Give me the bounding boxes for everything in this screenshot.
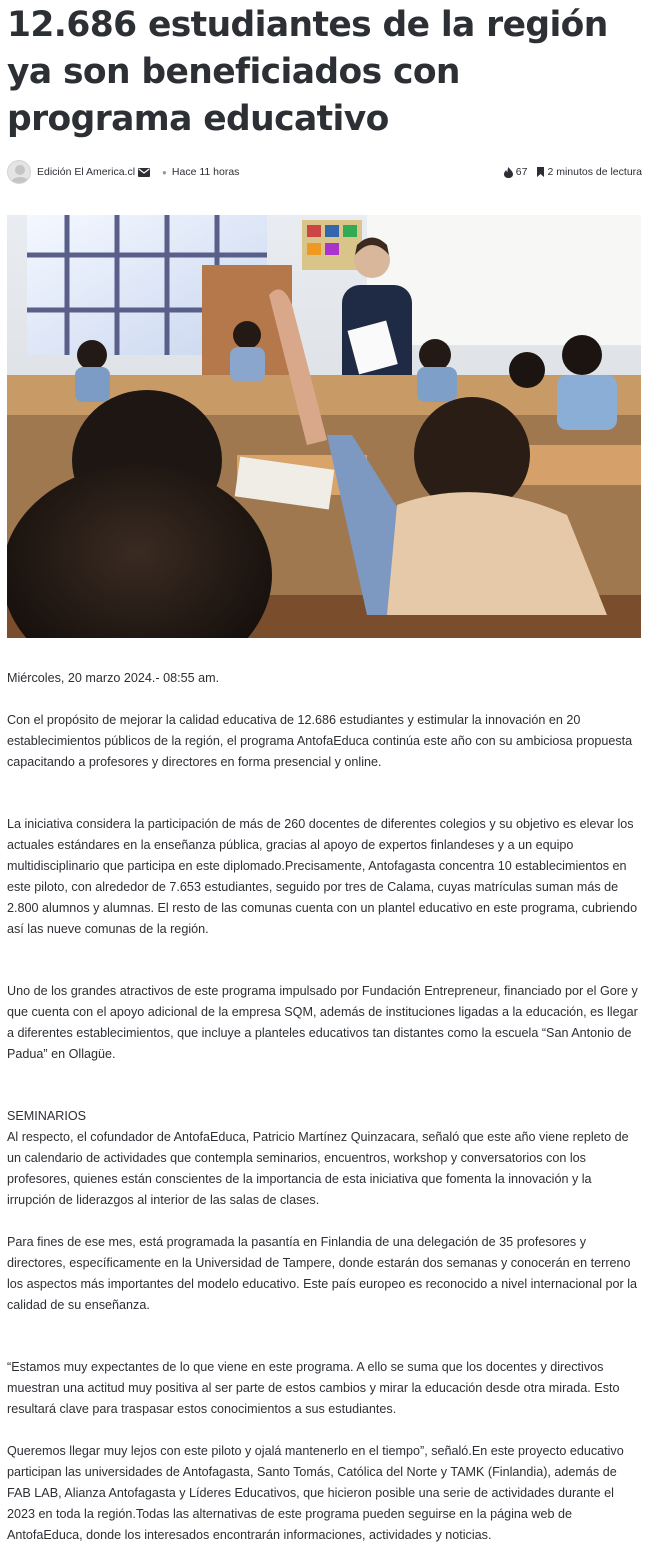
views-count: 67 bbox=[515, 166, 528, 178]
paragraph-3: Uno de los grandes atractivos de este programa impulsado por Fundación Entrepreneur, financiado por el Gore y que cuenta con el apoyo adicional de la empresa SQM, además de instituciones ligadas a la educación, es llegar a diferentes establecimientos, que incluye a planteles educativos tan distantes como la escuela “San Antonio de Padua” en Ollagüe. bbox=[7, 984, 638, 1061]
paragraph-7: Queremos llegar muy lejos con este piloto y ojalá mantenerlo en el tiempo”, señaló.En este proyecto educativo participan las universidades de Antofagasta, Santo Tomás, Católica del Norte y TAMK (Finlandia), además de FAB LAB, Alianza Antofagasta y Líderes Educativos, que hicieron posible una serie de actividades durante el 2023 en toda la región.Todas las alternativas de este programa pueden seguirse en la página web de AntofaEduca, donde los interesados encontrarán informaciones, actividades y noticias. bbox=[7, 1444, 624, 1542]
views-counter bbox=[504, 166, 528, 178]
meta-separator: ● bbox=[162, 167, 167, 177]
post-meta bbox=[7, 157, 642, 187]
author-name[interactable]: Edición El America.cl bbox=[37, 166, 136, 178]
paragraph-2: La iniciativa considera la participación de más de 260 docentes de diferentes colegios y su objetivo es elevar los actuales estándares en la enseñanza pública, gracias al apoyo de expertos finlandeses y a un equipo multidisciplinario que participa en este diplomado.Precisamente, Antofagasta concentra 10 establecimientos en este piloto, con alrededor de 7.653 estudiantes, seguido por tres de Calama, cuyas matrículas suman más de 2.800 alumnos y alumnas. El resto de las comunas cuenta con un plantel educativo en este programa, cubriendo así las nueve comunas de la región. bbox=[7, 817, 638, 936]
envelope-icon[interactable] bbox=[138, 168, 150, 177]
paragraph-4: Al respecto, el cofundador de AntofaEduca, Patricio Martínez Quinzacara, señaló que este año viene repleto de un calendario de actividades que contempla seminarios, encuentros, workshop y conversatorios con los profesores, quienes están conscientes de la importancia de esta iniciativa que fomenta la innovación y la irrupción de liderazgos al interior de las salas de clases. bbox=[7, 1130, 629, 1207]
reading-time bbox=[537, 166, 642, 178]
author-avatar[interactable] bbox=[7, 160, 31, 184]
paragraph-6: “Estamos muy expectantes de lo que viene en este programa. A ello se suma que los docentes y directivos muestran una actitud muy positiva al ser parte de estos cambios y mirar la educación desde otra mirada. Esto resultará clave para traspasar estos conocimientos a sus estudiantes. bbox=[7, 1360, 620, 1416]
article-title: 12.686 estudiantes de la región ya son beneficiados con programa educativo bbox=[7, 5, 608, 139]
paragraph-5: Para fines de ese mes, está programada la pasantía en Finlandia de una delegación de 35 profesores y directores, específicamente en la Universidad de Tampere, donde estarán dos semanas y conocerán en terreno los aspectos más importantes del modelo educativo. Este país europeo es reconocido a nivel internacional por la calidad de su enseñanza. bbox=[7, 1235, 638, 1312]
reading-time-label: 2 minutos de lectura bbox=[547, 166, 642, 178]
hero-image bbox=[7, 215, 641, 638]
flame-icon bbox=[504, 167, 513, 178]
paragraph-1: Con el propósito de mejorar la calidad educativa de 12.686 estudiantes y estimular la innovación en 20 establecimientos públicos de la región, el programa AntofaEduca continúa este año con su ambiciosa propuesta capacitando a profesores y directores en forma presencial y online. bbox=[7, 713, 633, 769]
section-heading: SEMINARIOS bbox=[7, 1109, 87, 1123]
date-line: Miércoles, 20 marzo 2024.- 08:55 am. bbox=[7, 671, 220, 685]
classroom-photo bbox=[7, 215, 641, 638]
user-avatar-icon bbox=[8, 161, 31, 184]
article-body bbox=[7, 668, 642, 1546]
post-time: Hace 11 horas bbox=[171, 166, 240, 178]
bookmark-icon bbox=[537, 167, 544, 177]
